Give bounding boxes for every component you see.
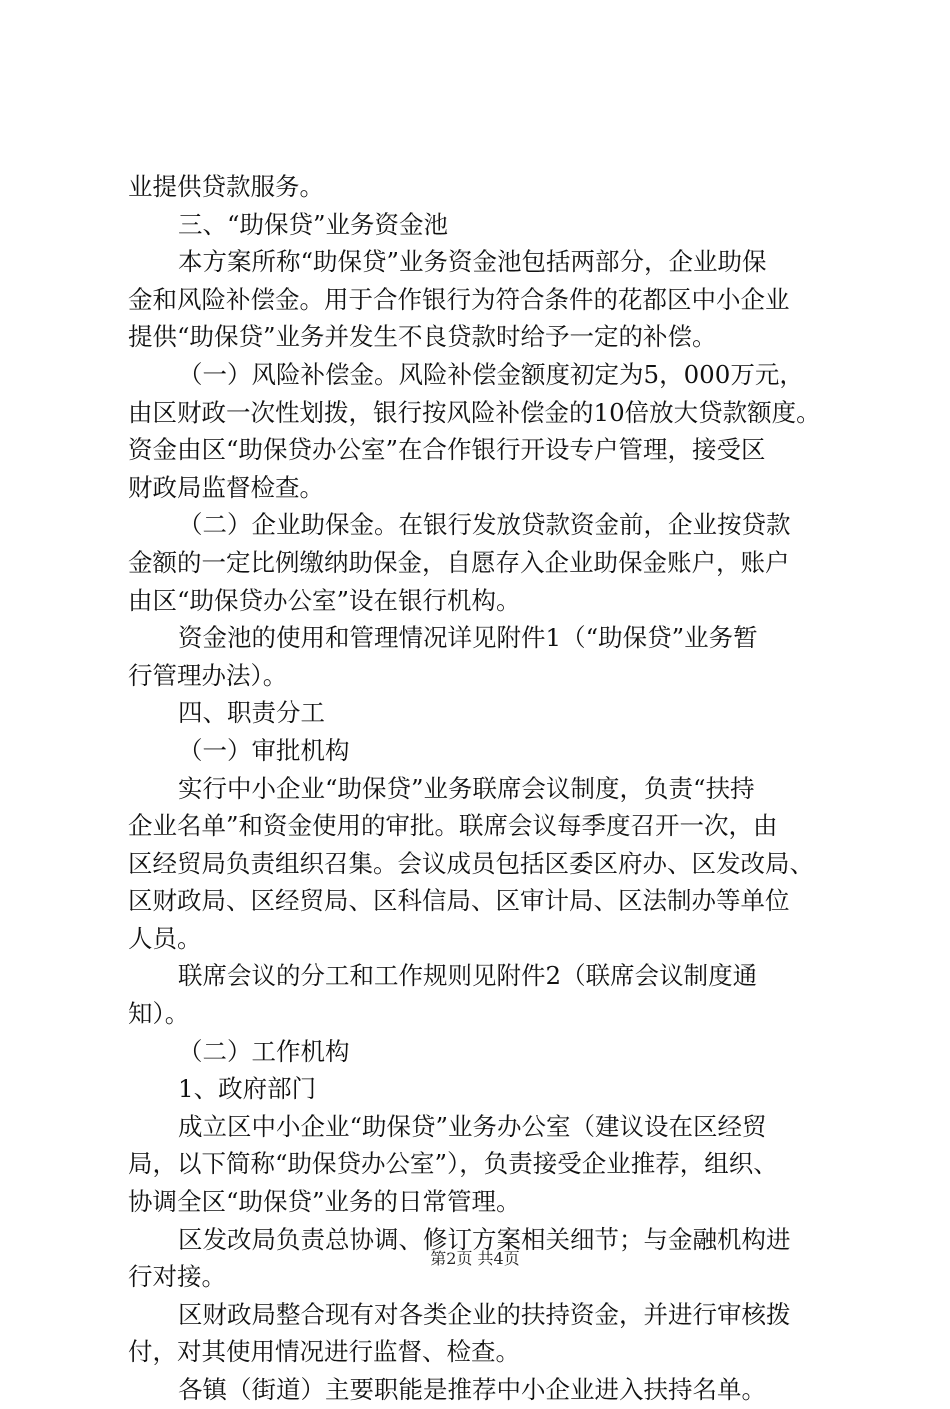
text-line: 成立区中小企业“助保贷”业务办公室（建议设在区经贸 [178, 1111, 767, 1141]
text-line: （二）企业助保金。在银行发放贷款资金前，企业按贷款 [178, 510, 791, 540]
text-line: 付，对其使用情况进行监督、检查。 [128, 1337, 520, 1367]
text-line: 1、政府部门 [178, 1074, 317, 1104]
text-line: 区财政局、区经贸局、区科信局、区审计局、区法制办等单位 [128, 886, 790, 916]
text-line: 本方案所称“助保贷”业务资金池包括两部分，企业助保 [178, 247, 767, 277]
text-line: 行管理办法）。 [128, 660, 288, 690]
text-line: 区发改局负责总协调、修订方案相关细节；与金融机构进 [178, 1224, 791, 1254]
text-line: 业提供贷款服务。 [128, 172, 324, 201]
text-line: 区财政局整合现有对各类企业的扶持资金，并进行审核拨 [178, 1299, 791, 1329]
text-line: （一）审批机构 [178, 735, 350, 765]
text-line: 由区“助保贷办公室”设在银行机构。 [128, 585, 521, 615]
text-line: 协调全区“助保贷”业务的日常管理。 [128, 1187, 521, 1217]
text-line: 行对接。 [128, 1262, 226, 1292]
text-line: 知）。 [128, 999, 190, 1029]
text-line: 资金池的使用和管理情况详见附件1（“助保贷”业务暂 [178, 623, 758, 653]
text-line: 局，以下简称“助保贷办公室”），负责接受企业推荐，组织、 [128, 1149, 778, 1179]
text-line: 企业名单”和资金使用的审批。联席会议每季度召开一次，由 [128, 811, 778, 841]
text-line: 实行中小企业“助保贷”业务联席会议制度，负责“扶持 [178, 773, 755, 803]
text-line: 联席会议的分工和工作规则见附件2（联席会议制度通 [178, 961, 758, 991]
text-line: （一）风险补偿金。风险补偿金额度初定为5，000万元， [178, 359, 804, 389]
text-line: 人员。 [128, 923, 202, 953]
text-line: 金额的一定比例缴纳助保金，自愿存入企业助保金账户，账户 [128, 547, 790, 577]
text-line: 各镇（街道）主要职能是推荐中小企业进入扶持名单。 [178, 1375, 766, 1404]
page-footer: 第2页 共4页 [430, 1249, 520, 1268]
text-line: 由区财政一次性划拨，银行按风险补偿金的10倍放大贷款额度。 [128, 397, 821, 427]
text-line: 三、“助保贷”业务资金池 [178, 209, 449, 239]
document-body [128, 168, 828, 1409]
text-line: 资金由区“助保贷办公室”在合作银行开设专户管理，接受区 [128, 435, 766, 465]
text-line: 四、职责分工 [178, 698, 325, 728]
text-line: 财政局监督检查。 [128, 472, 324, 502]
text-line: （二）工作机构 [178, 1036, 350, 1066]
text-line: 提供“助保贷”业务并发生不良贷款时给予一定的补偿。 [128, 322, 717, 352]
text-line: 金和风险补偿金。用于合作银行为符合条件的花都区中小企业 [128, 284, 790, 314]
text-line: 区经贸局负责组织召集。会议成员包括区委区府办、区发改局、 [128, 848, 814, 878]
